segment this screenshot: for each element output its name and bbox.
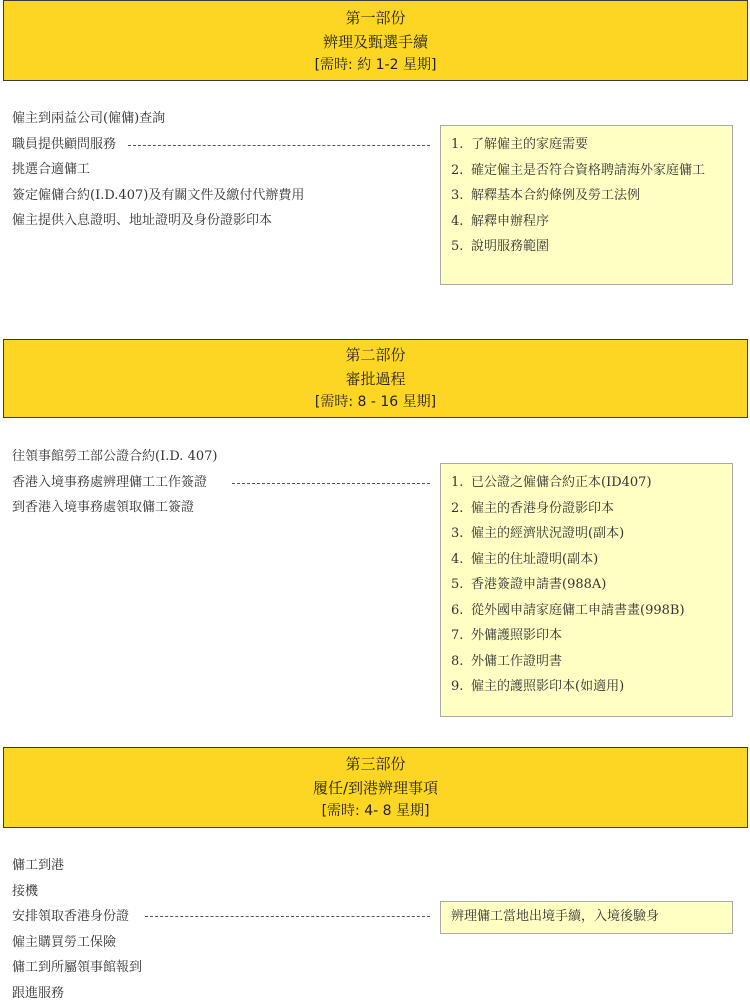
section-1-title: 辨理及甄選手續 [4, 30, 747, 54]
connector-line [145, 916, 430, 917]
step-item: 傭工到所屬領事館報到 [12, 955, 142, 981]
section-1-note-box [440, 125, 733, 285]
section-2-duration: [需時: 8 - 16 星期] [4, 391, 747, 413]
step-item: 僱主到兩益公司(僱傭)查詢 [12, 106, 304, 132]
note-item: 4. 解釋申辦程序 [441, 209, 732, 235]
step-item: 傭工到港 [12, 853, 142, 879]
note-item: 2. 確定僱主是否符合資格聘請海外家庭傭工 [441, 158, 732, 184]
section-1-steps [12, 106, 304, 234]
note-item: 3. 解釋基本合約條例及勞工法例 [441, 183, 732, 209]
step-item: 僱主提供入息證明、地址證明及身份證影印本 [12, 208, 304, 234]
note-item: 5. 說明服務範圍 [441, 234, 732, 260]
section-3-title: 履任/到港辨理事項 [4, 776, 747, 800]
step-item: 香港入境事務處辨理傭工工作簽證 [12, 470, 217, 496]
section-2-banner [3, 339, 748, 418]
section-3-duration: [需時: 4- 8 星期] [4, 800, 747, 822]
step-item: 挑選合適傭工 [12, 157, 304, 183]
section-1-part: 第一部份 [4, 6, 747, 30]
section-1-banner [3, 0, 748, 81]
section-2-part: 第二部份 [4, 343, 747, 367]
step-item: 安排領取香港身份證 [12, 904, 142, 930]
section-2-note-box [440, 463, 733, 717]
step-item: 僱主購買勞工保險 [12, 930, 142, 956]
note-item: 1. 已公證之僱傭合約正本(ID407) [441, 470, 732, 496]
note-item: 9. 僱主的護照影印本(如適用) [441, 674, 732, 700]
note-item: 5. 香港簽證申請書(988A) [441, 572, 732, 598]
section-2-steps [12, 444, 217, 521]
note-item: 3. 僱主的經濟狀況證明(副本) [441, 521, 732, 547]
note-item: 1. 了解僱主的家庭需要 [441, 132, 732, 158]
note-item: 8. 外傭工作證明書 [441, 649, 732, 675]
section-1-duration: [需時: 約 1-2 星期] [4, 54, 747, 76]
note-item: 2. 僱主的香港身份證影印本 [441, 496, 732, 522]
step-item: 跟進服務 [12, 981, 142, 1006]
note-item: 7. 外傭護照影印本 [441, 623, 732, 649]
connector-line [128, 145, 430, 146]
note-item: 6. 從外國申請家庭傭工申請書畫(998B) [441, 598, 732, 624]
section-3-note-box [440, 901, 733, 934]
note-item: 4. 僱主的住址證明(副本) [441, 547, 732, 573]
connector-line [232, 483, 430, 484]
section-3-banner [3, 747, 748, 828]
section-3-part: 第三部份 [4, 752, 747, 776]
step-item: 簽定僱傭合約(I.D.407)及有關文件及繳付代辦費用 [12, 183, 304, 209]
section-3-steps [12, 853, 142, 1006]
section-2-title: 審批過程 [4, 367, 747, 391]
step-item: 職員提供顧問服務 [12, 132, 304, 158]
step-item: 到香港入境事務處領取傭工簽證 [12, 495, 217, 521]
note-item: 辨理傭工當地出境手續，入境後驗身 [441, 904, 732, 930]
step-item: 接機 [12, 879, 142, 905]
step-item: 往領事館勞工部公證合約(I.D. 407) [12, 444, 217, 470]
